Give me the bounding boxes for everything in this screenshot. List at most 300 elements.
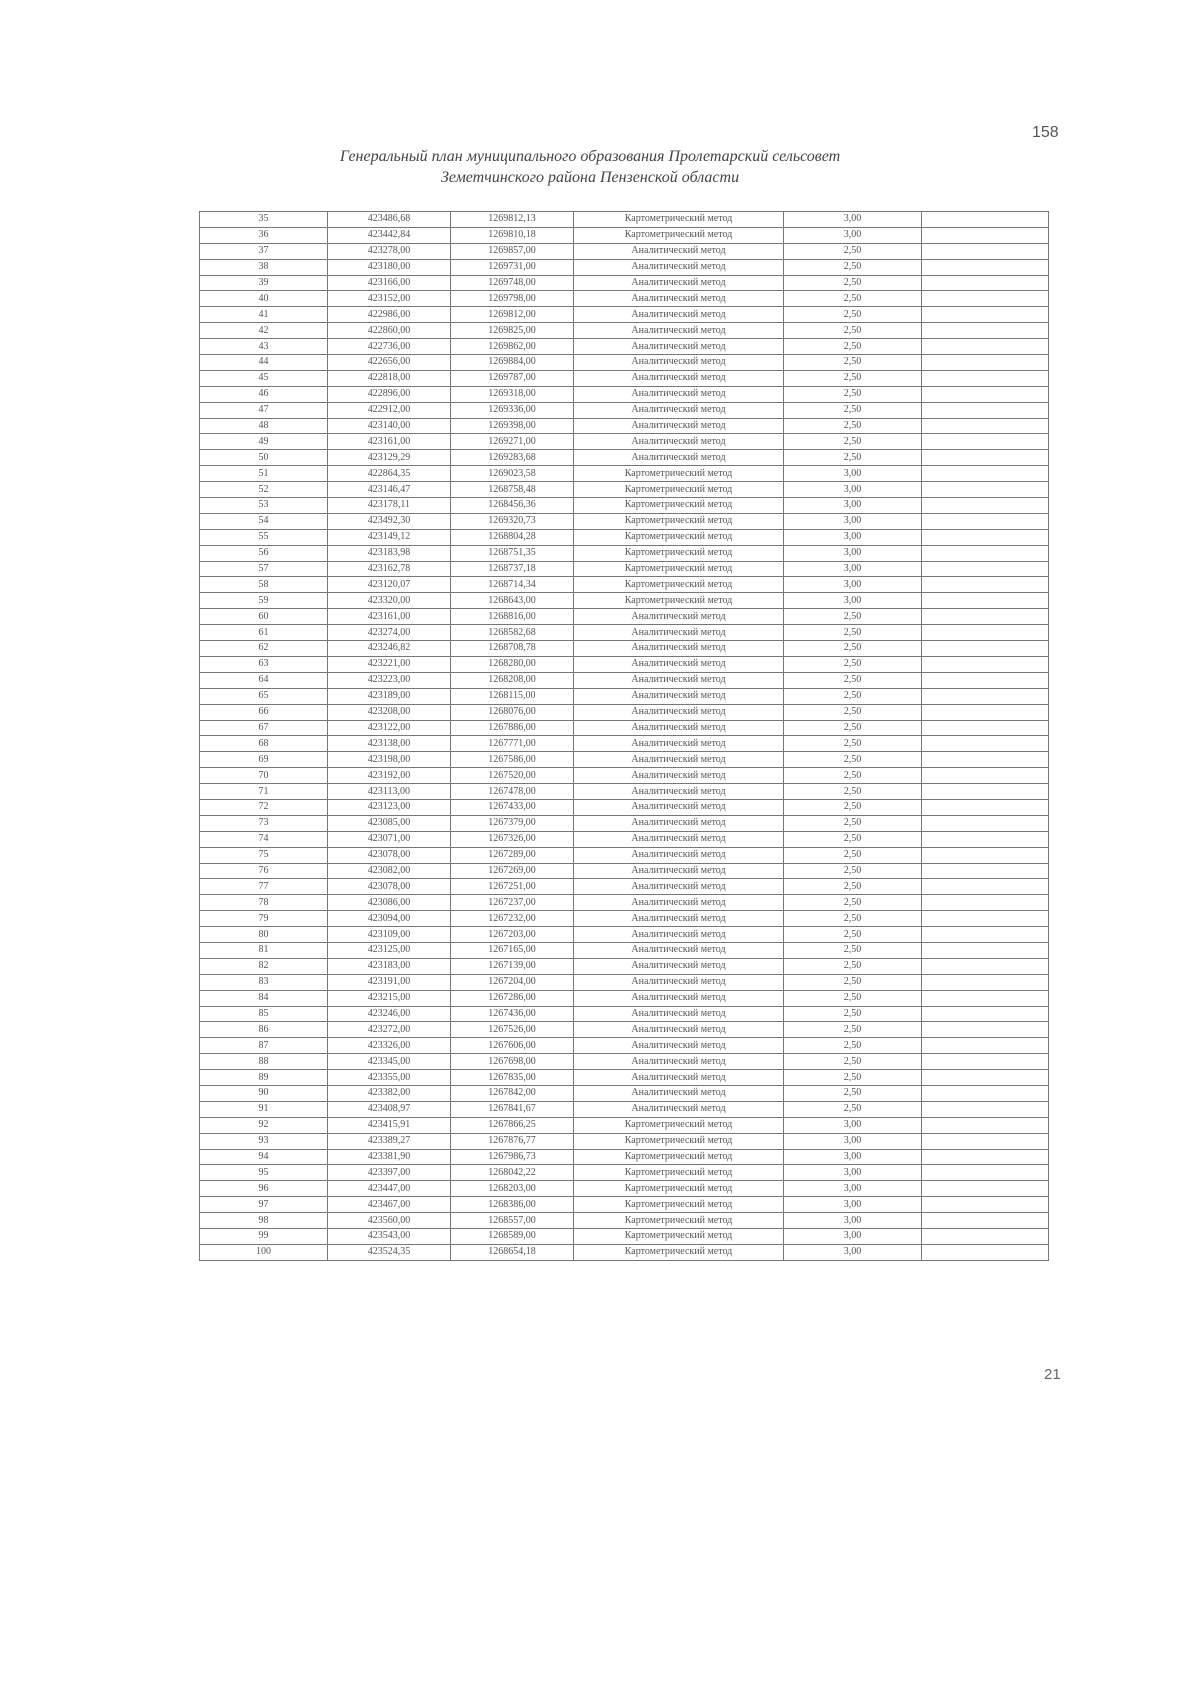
point-number-cell: 76	[200, 863, 328, 879]
table-row	[200, 275, 1049, 291]
accuracy-cell: 3,00	[784, 593, 922, 609]
table-row	[200, 1213, 1049, 1229]
note-cell	[922, 1213, 1049, 1229]
point-number-cell: 84	[200, 990, 328, 1006]
accuracy-cell: 2,50	[784, 418, 922, 434]
method-cell: Картометрический метод	[574, 466, 784, 482]
x-coordinate-cell: 423223,00	[328, 672, 451, 688]
method-cell: Аналитический метод	[574, 879, 784, 895]
table-row	[200, 1149, 1049, 1165]
y-coordinate-cell: 1269812,13	[451, 212, 574, 228]
note-cell	[922, 847, 1049, 863]
note-cell	[922, 386, 1049, 402]
y-coordinate-cell: 1267286,00	[451, 990, 574, 1006]
accuracy-cell: 3,00	[784, 1197, 922, 1213]
note-cell	[922, 402, 1049, 418]
x-coordinate-cell: 423355,00	[328, 1070, 451, 1086]
y-coordinate-cell: 1268737,18	[451, 561, 574, 577]
table-row	[200, 243, 1049, 259]
method-cell: Аналитический метод	[574, 259, 784, 275]
note-cell	[922, 482, 1049, 498]
table-row	[200, 609, 1049, 625]
point-number-cell: 62	[200, 641, 328, 657]
method-cell: Аналитический метод	[574, 990, 784, 1006]
table-row	[200, 291, 1049, 307]
method-cell: Аналитический метод	[574, 895, 784, 911]
method-cell: Картометрический метод	[574, 561, 784, 577]
accuracy-cell: 2,50	[784, 720, 922, 736]
method-cell: Картометрический метод	[574, 1117, 784, 1133]
accuracy-cell: 2,50	[784, 1006, 922, 1022]
accuracy-cell: 3,00	[784, 1149, 922, 1165]
x-coordinate-cell: 423161,00	[328, 434, 451, 450]
method-cell: Картометрический метод	[574, 498, 784, 514]
note-cell	[922, 625, 1049, 641]
title-line-1: Генеральный план муниципального образования Пролетарский сельсовет	[339, 148, 841, 165]
method-cell: Аналитический метод	[574, 339, 784, 355]
accuracy-cell: 2,50	[784, 386, 922, 402]
x-coordinate-cell: 423447,00	[328, 1181, 451, 1197]
y-coordinate-cell: 1269812,00	[451, 307, 574, 323]
accuracy-cell: 2,50	[784, 990, 922, 1006]
note-cell	[922, 545, 1049, 561]
accuracy-cell: 3,00	[784, 1244, 922, 1260]
note-cell	[922, 1165, 1049, 1181]
accuracy-cell: 2,50	[784, 815, 922, 831]
method-cell: Аналитический метод	[574, 831, 784, 847]
note-cell	[922, 466, 1049, 482]
table-row	[200, 355, 1049, 371]
method-cell: Аналитический метод	[574, 1085, 784, 1101]
accuracy-cell: 2,50	[784, 656, 922, 672]
accuracy-cell: 2,50	[784, 370, 922, 386]
table-row	[200, 418, 1049, 434]
x-coordinate-cell: 423122,00	[328, 720, 451, 736]
method-cell: Аналитический метод	[574, 768, 784, 784]
x-coordinate-cell: 423486,68	[328, 212, 451, 228]
table-row	[200, 1133, 1049, 1149]
point-number-cell: 65	[200, 688, 328, 704]
x-coordinate-cell: 423382,00	[328, 1085, 451, 1101]
x-coordinate-cell: 423397,00	[328, 1165, 451, 1181]
y-coordinate-cell: 1268654,18	[451, 1244, 574, 1260]
accuracy-cell: 2,50	[784, 323, 922, 339]
method-cell: Аналитический метод	[574, 370, 784, 386]
table-row	[200, 402, 1049, 418]
y-coordinate-cell: 1267586,00	[451, 752, 574, 768]
method-cell: Аналитический метод	[574, 1054, 784, 1070]
table-row	[200, 704, 1049, 720]
x-coordinate-cell: 422736,00	[328, 339, 451, 355]
x-coordinate-cell: 423086,00	[328, 895, 451, 911]
x-coordinate-cell: 423162,78	[328, 561, 451, 577]
x-coordinate-cell: 423183,00	[328, 958, 451, 974]
y-coordinate-cell: 1269825,00	[451, 323, 574, 339]
point-number-cell: 39	[200, 275, 328, 291]
y-coordinate-cell: 1267698,00	[451, 1054, 574, 1070]
point-number-cell: 89	[200, 1070, 328, 1086]
point-number-cell: 83	[200, 974, 328, 990]
x-coordinate-cell: 423192,00	[328, 768, 451, 784]
y-coordinate-cell: 1267841,67	[451, 1101, 574, 1117]
method-cell: Аналитический метод	[574, 704, 784, 720]
table-row	[200, 736, 1049, 752]
table-row	[200, 895, 1049, 911]
table-row	[200, 752, 1049, 768]
table-row	[200, 927, 1049, 943]
method-cell: Аналитический метод	[574, 1101, 784, 1117]
point-number-cell: 69	[200, 752, 328, 768]
method-cell: Аналитический метод	[574, 720, 784, 736]
y-coordinate-cell: 1267232,00	[451, 911, 574, 927]
note-cell	[922, 815, 1049, 831]
table-row	[200, 1117, 1049, 1133]
table-row	[200, 1085, 1049, 1101]
accuracy-cell: 3,00	[784, 482, 922, 498]
point-number-cell: 73	[200, 815, 328, 831]
point-number-cell: 92	[200, 1117, 328, 1133]
y-coordinate-cell: 1267842,00	[451, 1085, 574, 1101]
accuracy-cell: 2,50	[784, 672, 922, 688]
y-coordinate-cell: 1267139,00	[451, 958, 574, 974]
y-coordinate-cell: 1268203,00	[451, 1181, 574, 1197]
note-cell	[922, 355, 1049, 371]
y-coordinate-cell: 1268582,68	[451, 625, 574, 641]
point-number-cell: 86	[200, 1022, 328, 1038]
table-row	[200, 466, 1049, 482]
x-coordinate-cell: 423389,27	[328, 1133, 451, 1149]
method-cell: Аналитический метод	[574, 752, 784, 768]
accuracy-cell: 2,50	[784, 243, 922, 259]
x-coordinate-cell: 423166,00	[328, 275, 451, 291]
accuracy-cell: 3,00	[784, 1117, 922, 1133]
accuracy-cell: 2,50	[784, 1038, 922, 1054]
method-cell: Картометрический метод	[574, 482, 784, 498]
note-cell	[922, 529, 1049, 545]
accuracy-cell: 3,00	[784, 1165, 922, 1181]
y-coordinate-cell: 1269318,00	[451, 386, 574, 402]
point-number-cell: 56	[200, 545, 328, 561]
coordinates-table-body	[200, 212, 1049, 1261]
point-number-cell: 72	[200, 799, 328, 815]
x-coordinate-cell: 422896,00	[328, 386, 451, 402]
note-cell	[922, 656, 1049, 672]
y-coordinate-cell: 1267526,00	[451, 1022, 574, 1038]
table-row	[200, 545, 1049, 561]
point-number-cell: 60	[200, 609, 328, 625]
x-coordinate-cell: 423415,91	[328, 1117, 451, 1133]
table-row	[200, 958, 1049, 974]
table-row	[200, 498, 1049, 514]
y-coordinate-cell: 1269798,00	[451, 291, 574, 307]
table-row	[200, 942, 1049, 958]
method-cell: Аналитический метод	[574, 243, 784, 259]
x-coordinate-cell: 423560,00	[328, 1213, 451, 1229]
method-cell: Картометрический метод	[574, 1149, 784, 1165]
note-cell	[922, 1133, 1049, 1149]
point-number-cell: 74	[200, 831, 328, 847]
coordinates-table	[199, 211, 1049, 1261]
note-cell	[922, 593, 1049, 609]
note-cell	[922, 370, 1049, 386]
table-row	[200, 784, 1049, 800]
point-number-cell: 45	[200, 370, 328, 386]
table-row	[200, 641, 1049, 657]
note-cell	[922, 641, 1049, 657]
note-cell	[922, 212, 1049, 228]
table-row	[200, 911, 1049, 927]
method-cell: Аналитический метод	[574, 688, 784, 704]
point-number-cell: 95	[200, 1165, 328, 1181]
method-cell: Картометрический метод	[574, 593, 784, 609]
accuracy-cell: 3,00	[784, 1229, 922, 1245]
note-cell	[922, 1149, 1049, 1165]
method-cell: Аналитический метод	[574, 1006, 784, 1022]
x-coordinate-cell: 423191,00	[328, 974, 451, 990]
x-coordinate-cell: 423113,00	[328, 784, 451, 800]
x-coordinate-cell: 423138,00	[328, 736, 451, 752]
point-number-cell: 67	[200, 720, 328, 736]
y-coordinate-cell: 1268758,48	[451, 482, 574, 498]
point-number-cell: 71	[200, 784, 328, 800]
y-coordinate-cell: 1267326,00	[451, 831, 574, 847]
table-row	[200, 847, 1049, 863]
method-cell: Аналитический метод	[574, 450, 784, 466]
method-cell: Картометрический метод	[574, 513, 784, 529]
x-coordinate-cell: 423082,00	[328, 863, 451, 879]
y-coordinate-cell: 1267866,25	[451, 1117, 574, 1133]
accuracy-cell: 2,50	[784, 974, 922, 990]
point-number-cell: 53	[200, 498, 328, 514]
note-cell	[922, 418, 1049, 434]
accuracy-cell: 2,50	[784, 1085, 922, 1101]
point-number-cell: 91	[200, 1101, 328, 1117]
point-number-cell: 100	[200, 1244, 328, 1260]
y-coordinate-cell: 1268076,00	[451, 704, 574, 720]
y-coordinate-cell: 1267771,00	[451, 736, 574, 752]
note-cell	[922, 450, 1049, 466]
x-coordinate-cell: 423146,47	[328, 482, 451, 498]
note-cell	[922, 577, 1049, 593]
accuracy-cell: 2,50	[784, 879, 922, 895]
point-number-cell: 64	[200, 672, 328, 688]
table-row	[200, 577, 1049, 593]
accuracy-cell: 2,50	[784, 799, 922, 815]
note-cell	[922, 704, 1049, 720]
x-coordinate-cell: 423129,29	[328, 450, 451, 466]
table-row	[200, 1229, 1049, 1245]
accuracy-cell: 2,50	[784, 291, 922, 307]
point-number-cell: 81	[200, 942, 328, 958]
x-coordinate-cell: 423320,00	[328, 593, 451, 609]
y-coordinate-cell: 1268589,00	[451, 1229, 574, 1245]
x-coordinate-cell: 423123,00	[328, 799, 451, 815]
point-number-cell: 82	[200, 958, 328, 974]
y-coordinate-cell: 1267433,00	[451, 799, 574, 815]
table-row	[200, 625, 1049, 641]
note-cell	[922, 720, 1049, 736]
y-coordinate-cell: 1267886,00	[451, 720, 574, 736]
accuracy-cell: 2,50	[784, 895, 922, 911]
table-row	[200, 593, 1049, 609]
x-coordinate-cell: 423467,00	[328, 1197, 451, 1213]
point-number-cell: 63	[200, 656, 328, 672]
x-coordinate-cell: 423189,00	[328, 688, 451, 704]
method-cell: Аналитический метод	[574, 863, 784, 879]
y-coordinate-cell: 1267289,00	[451, 847, 574, 863]
point-number-cell: 40	[200, 291, 328, 307]
point-number-cell: 54	[200, 513, 328, 529]
accuracy-cell: 2,50	[784, 958, 922, 974]
accuracy-cell: 2,50	[784, 434, 922, 450]
point-number-cell: 42	[200, 323, 328, 339]
x-coordinate-cell: 423221,00	[328, 656, 451, 672]
point-number-cell: 99	[200, 1229, 328, 1245]
accuracy-cell: 2,50	[784, 450, 922, 466]
note-cell	[922, 768, 1049, 784]
accuracy-cell: 2,50	[784, 752, 922, 768]
y-coordinate-cell: 1269862,00	[451, 339, 574, 355]
table-row	[200, 990, 1049, 1006]
accuracy-cell: 3,00	[784, 529, 922, 545]
accuracy-cell: 3,00	[784, 513, 922, 529]
point-number-cell: 35	[200, 212, 328, 228]
y-coordinate-cell: 1267876,77	[451, 1133, 574, 1149]
x-coordinate-cell: 423246,00	[328, 1006, 451, 1022]
table-row	[200, 307, 1049, 323]
table-row	[200, 815, 1049, 831]
y-coordinate-cell: 1269398,00	[451, 418, 574, 434]
point-number-cell: 47	[200, 402, 328, 418]
table-row	[200, 863, 1049, 879]
method-cell: Аналитический метод	[574, 402, 784, 418]
note-cell	[922, 990, 1049, 1006]
y-coordinate-cell: 1267237,00	[451, 895, 574, 911]
table-row	[200, 1165, 1049, 1181]
accuracy-cell: 3,00	[784, 466, 922, 482]
method-cell: Аналитический метод	[574, 958, 784, 974]
note-cell	[922, 609, 1049, 625]
method-cell: Картометрический метод	[574, 1229, 784, 1245]
method-cell: Картометрический метод	[574, 1165, 784, 1181]
accuracy-cell: 2,50	[784, 863, 922, 879]
x-coordinate-cell: 423326,00	[328, 1038, 451, 1054]
accuracy-cell: 3,00	[784, 212, 922, 228]
note-cell	[922, 1085, 1049, 1101]
x-coordinate-cell: 423215,00	[328, 990, 451, 1006]
method-cell: Картометрический метод	[574, 1197, 784, 1213]
point-number-cell: 46	[200, 386, 328, 402]
table-row	[200, 482, 1049, 498]
point-number-cell: 97	[200, 1197, 328, 1213]
point-number-cell: 50	[200, 450, 328, 466]
point-number-cell: 75	[200, 847, 328, 863]
accuracy-cell: 2,50	[784, 1070, 922, 1086]
note-cell	[922, 911, 1049, 927]
note-cell	[922, 895, 1049, 911]
note-cell	[922, 784, 1049, 800]
table-row	[200, 370, 1049, 386]
note-cell	[922, 672, 1049, 688]
accuracy-cell: 3,00	[784, 227, 922, 243]
note-cell	[922, 243, 1049, 259]
table-row	[200, 974, 1049, 990]
table-row	[200, 1070, 1049, 1086]
y-coordinate-cell: 1267165,00	[451, 942, 574, 958]
point-number-cell: 38	[200, 259, 328, 275]
table-row	[200, 799, 1049, 815]
table-row	[200, 259, 1049, 275]
method-cell: Аналитический метод	[574, 927, 784, 943]
x-coordinate-cell: 423094,00	[328, 911, 451, 927]
y-coordinate-cell: 1267251,00	[451, 879, 574, 895]
accuracy-cell: 2,50	[784, 355, 922, 371]
table-row	[200, 529, 1049, 545]
x-coordinate-cell: 423180,00	[328, 259, 451, 275]
accuracy-cell: 2,50	[784, 736, 922, 752]
accuracy-cell: 3,00	[784, 577, 922, 593]
note-cell	[922, 958, 1049, 974]
method-cell: Аналитический метод	[574, 736, 784, 752]
method-cell: Аналитический метод	[574, 418, 784, 434]
x-coordinate-cell: 423278,00	[328, 243, 451, 259]
x-coordinate-cell: 423071,00	[328, 831, 451, 847]
method-cell: Картометрический метод	[574, 577, 784, 593]
y-coordinate-cell: 1269748,00	[451, 275, 574, 291]
y-coordinate-cell: 1267204,00	[451, 974, 574, 990]
x-coordinate-cell: 423198,00	[328, 752, 451, 768]
y-coordinate-cell: 1267478,00	[451, 784, 574, 800]
accuracy-cell: 2,50	[784, 847, 922, 863]
y-coordinate-cell: 1268280,00	[451, 656, 574, 672]
y-coordinate-cell: 1269731,00	[451, 259, 574, 275]
point-number-cell: 90	[200, 1085, 328, 1101]
method-cell: Аналитический метод	[574, 609, 784, 625]
point-number-cell: 66	[200, 704, 328, 720]
accuracy-cell: 3,00	[784, 498, 922, 514]
y-coordinate-cell: 1269320,73	[451, 513, 574, 529]
point-number-cell: 93	[200, 1133, 328, 1149]
x-coordinate-cell: 423246,82	[328, 641, 451, 657]
point-number-cell: 61	[200, 625, 328, 641]
table-row	[200, 212, 1049, 228]
method-cell: Аналитический метод	[574, 942, 784, 958]
table-row	[200, 1197, 1049, 1213]
table-row	[200, 323, 1049, 339]
y-coordinate-cell: 1268386,00	[451, 1197, 574, 1213]
table-row	[200, 1244, 1049, 1260]
x-coordinate-cell: 423109,00	[328, 927, 451, 943]
method-cell: Картометрический метод	[574, 1181, 784, 1197]
page-number-top: 158	[1032, 124, 1059, 141]
point-number-cell: 88	[200, 1054, 328, 1070]
title-line-2: Земетчинского района Пензенской области	[440, 169, 740, 186]
note-cell	[922, 1006, 1049, 1022]
y-coordinate-cell: 1267520,00	[451, 768, 574, 784]
table-row	[200, 768, 1049, 784]
accuracy-cell: 2,50	[784, 784, 922, 800]
note-cell	[922, 498, 1049, 514]
x-coordinate-cell: 423524,35	[328, 1244, 451, 1260]
y-coordinate-cell: 1268042,22	[451, 1165, 574, 1181]
y-coordinate-cell: 1268714,34	[451, 577, 574, 593]
accuracy-cell: 2,50	[784, 609, 922, 625]
y-coordinate-cell: 1268643,00	[451, 593, 574, 609]
y-coordinate-cell: 1268708,78	[451, 641, 574, 657]
point-number-cell: 77	[200, 879, 328, 895]
note-cell	[922, 752, 1049, 768]
method-cell: Аналитический метод	[574, 386, 784, 402]
